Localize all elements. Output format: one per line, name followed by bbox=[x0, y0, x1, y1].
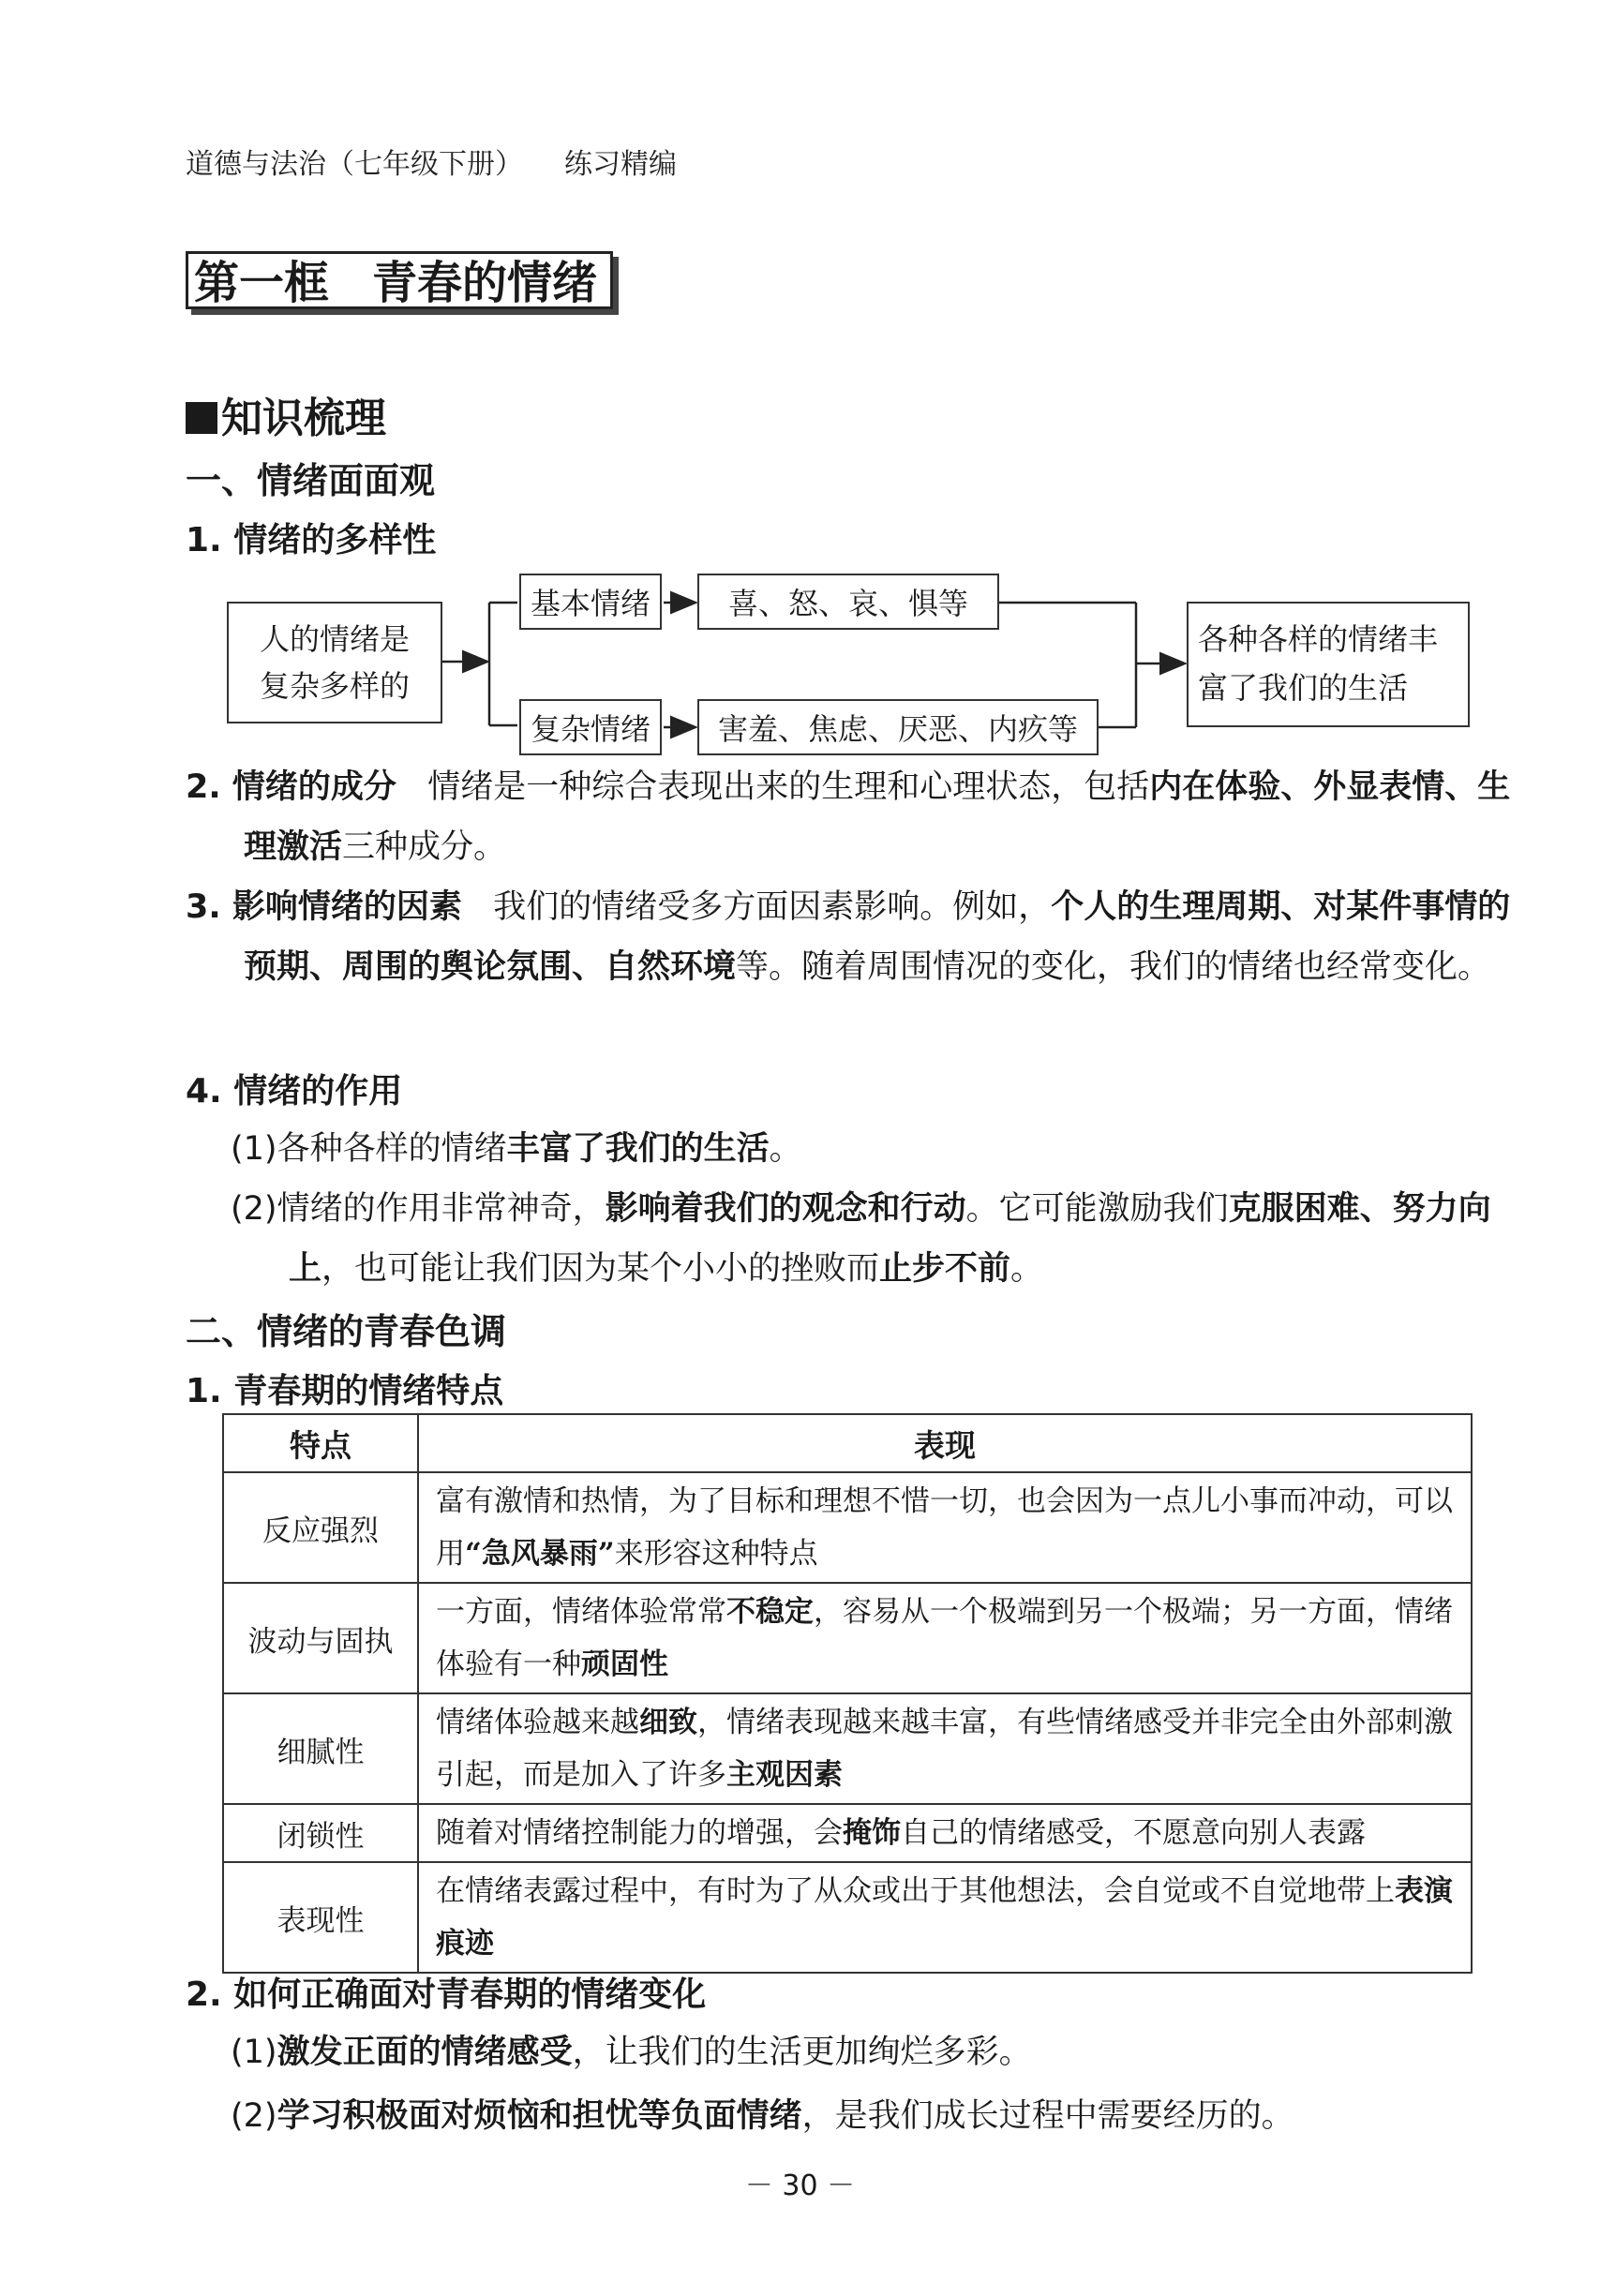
desc-bold: 掩饰 bbox=[843, 1816, 901, 1850]
section-heading bbox=[186, 384, 386, 444]
item2-bold1: 内在体验、外显表情、生理激活 bbox=[244, 768, 1511, 866]
complex-emotion-box bbox=[519, 699, 662, 755]
item4-p2-text1: 情绪的作用非常神奇， bbox=[277, 1190, 606, 1228]
item3-bold1: 个人的生理周期、对某件事情的预期、周围的舆论氛围、自然环境 bbox=[244, 888, 1511, 986]
diagram-left-box bbox=[227, 602, 442, 723]
feature-desc bbox=[418, 1583, 1472, 1693]
item3-heading: 3. 影响情绪的因素 bbox=[186, 888, 462, 926]
part2-item2-point2 bbox=[231, 2086, 1473, 2146]
item4-p1-bold: 丰富了我们的生活 bbox=[506, 1130, 770, 1168]
table-header-row bbox=[223, 1414, 1472, 1472]
feature-name: 波动与固执 bbox=[223, 1583, 418, 1693]
item2-heading: 2. 情绪的成分 bbox=[186, 768, 396, 806]
desc-text: 来形容这种特点 bbox=[614, 1537, 818, 1571]
diagram-result-box bbox=[1187, 602, 1470, 727]
p2-bold: 学习积极面对烦恼和担忧等负面情绪 bbox=[277, 2097, 802, 2135]
book-title: 道德与法治（七年级下册） bbox=[186, 148, 523, 181]
item3-text1: 我们的情绪受多方面因素影响。例如， bbox=[493, 888, 1052, 926]
page-number: － 30 － bbox=[744, 2169, 856, 2202]
desc-text: 随着对情绪控制能力的增强，会 bbox=[436, 1816, 843, 1850]
section-heading-text: 知识梳理 bbox=[221, 395, 386, 442]
part2-item2-point1 bbox=[231, 2022, 1473, 2082]
feature-name: 闭锁性 bbox=[223, 1804, 418, 1862]
desc-bold: 表演痕迹 bbox=[436, 1874, 1453, 1961]
complex-examples-text: 害羞、焦虑、厌恶、内疚等 bbox=[717, 711, 1078, 747]
feature-desc bbox=[418, 1804, 1472, 1862]
table-col-feature: 特点 bbox=[223, 1414, 418, 1472]
lesson-title-name: 青春的情绪 bbox=[372, 257, 598, 309]
feature-name: 细腻性 bbox=[223, 1693, 418, 1804]
item4-heading: 4. 情绪的作用 bbox=[186, 1072, 403, 1111]
item4-p2-num: (2) bbox=[231, 1190, 277, 1228]
table-row bbox=[223, 1583, 1472, 1693]
desc-bold: “急风暴雨” bbox=[465, 1537, 615, 1571]
item4-point1 bbox=[231, 1119, 1532, 1179]
p1-bold: 激发正面的情绪感受 bbox=[277, 2034, 573, 2071]
basic-examples-box bbox=[697, 574, 999, 630]
result-box-line2: 富了我们的生活 bbox=[1198, 670, 1409, 706]
complex-emotion-label: 复杂情绪 bbox=[530, 711, 650, 747]
lesson-title-prefix: 第一框 bbox=[194, 257, 330, 309]
item1-heading: 1. 情绪的多样性 bbox=[186, 521, 437, 559]
p2-text: ，是我们成长过程中需要经历的。 bbox=[801, 2097, 1294, 2135]
part2-item1-heading: 1. 青春期的情绪特点 bbox=[186, 1372, 504, 1410]
item4-point2 bbox=[231, 1179, 1532, 1299]
part2-heading: 二、情绪的青春色调 bbox=[186, 1311, 507, 1352]
table-col-expression: 表现 bbox=[418, 1414, 1472, 1472]
item3-paragraph bbox=[186, 877, 1528, 997]
desc-text: 在情绪表露过程中，有时为了从众或出于其他想法，会自觉或不自觉地带上 bbox=[436, 1874, 1395, 1908]
part1-heading: 一、情绪面面观 bbox=[186, 460, 436, 501]
item4-p2-bold3: 止步不前 bbox=[879, 1250, 1011, 1288]
desc-text: 情绪体验越来越 bbox=[436, 1706, 639, 1739]
desc-bold: 主观因素 bbox=[726, 1758, 843, 1792]
item4-p1-end: 。 bbox=[769, 1130, 802, 1168]
feature-desc bbox=[418, 1472, 1472, 1583]
table-row bbox=[223, 1693, 1472, 1804]
item4-p2-text3: ，也可能让我们因为某个小小的挫败而 bbox=[321, 1250, 880, 1288]
item4-p1-text: 各种各样的情绪 bbox=[277, 1130, 507, 1168]
running-header bbox=[186, 141, 677, 182]
item2-text2: 三种成分。 bbox=[342, 828, 507, 866]
desc-text: ，容易从一个极端到另一个极端；另一方面，情绪体验有一种 bbox=[436, 1595, 1453, 1681]
item4-p2-end: 。 bbox=[1010, 1250, 1044, 1288]
feature-desc bbox=[418, 1693, 1472, 1804]
item4-p2-bold1: 影响着我们的观念和行动 bbox=[605, 1190, 966, 1228]
series-name: 练习精编 bbox=[564, 148, 677, 181]
basic-examples-text: 喜、怒、哀、惧等 bbox=[727, 586, 968, 621]
desc-text: ，情绪表现越来越丰富，有些情绪感受并非完全由外部刺激引起，而是加入了许多 bbox=[436, 1706, 1453, 1792]
item2-text1: 情绪是一种综合表现出来的生理和心理状态，包括 bbox=[427, 768, 1150, 806]
item2-paragraph bbox=[186, 757, 1528, 877]
desc-bold: 顽固性 bbox=[581, 1647, 668, 1681]
desc-text: 自己的情绪感受，不愿意向别人表露 bbox=[901, 1816, 1366, 1850]
p1-text: ，让我们的生活更加绚烂多彩。 bbox=[572, 2034, 1032, 2071]
basic-emotion-box bbox=[519, 574, 662, 630]
desc-bold: 细致 bbox=[639, 1706, 697, 1739]
left-box-line1: 人的情绪是 bbox=[259, 621, 410, 657]
item4-p1-num: (1) bbox=[231, 1130, 277, 1168]
item4-p2-bold2: 克服困难、努力向上 bbox=[289, 1190, 1491, 1288]
part2-item2-heading: 2. 如何正确面对青春期的情绪变化 bbox=[186, 1975, 707, 2014]
basic-emotion-label: 基本情绪 bbox=[530, 586, 650, 621]
result-box-line1: 各种各样的情绪丰 bbox=[1198, 621, 1439, 657]
desc-text: 富有激情和热情，为了目标和理想不惜一切，也会因为一点儿小事而冲动，可以用 bbox=[436, 1484, 1453, 1571]
table-row bbox=[223, 1862, 1472, 1973]
table-row bbox=[223, 1472, 1472, 1583]
left-box-line2: 复杂多样的 bbox=[259, 668, 410, 704]
feature-name: 反应强烈 bbox=[223, 1472, 418, 1583]
complex-examples-box bbox=[697, 699, 1099, 755]
lesson-title bbox=[186, 251, 613, 309]
black-square-icon bbox=[186, 402, 217, 434]
desc-text: 一方面，情绪体验常常 bbox=[436, 1595, 726, 1629]
emotion-features-table bbox=[222, 1413, 1473, 1974]
table-row bbox=[223, 1804, 1472, 1862]
desc-bold: 不稳定 bbox=[726, 1595, 814, 1629]
p1-num: (1) bbox=[231, 2034, 277, 2071]
feature-name: 表现性 bbox=[223, 1862, 418, 1973]
p2-num: (2) bbox=[231, 2097, 277, 2135]
feature-desc bbox=[418, 1862, 1472, 1973]
item4-p2-text2: 。它可能激励我们 bbox=[965, 1190, 1229, 1228]
item3-text2: 等。随着周围情况的变化，我们的情绪也经常变化。 bbox=[736, 948, 1491, 986]
